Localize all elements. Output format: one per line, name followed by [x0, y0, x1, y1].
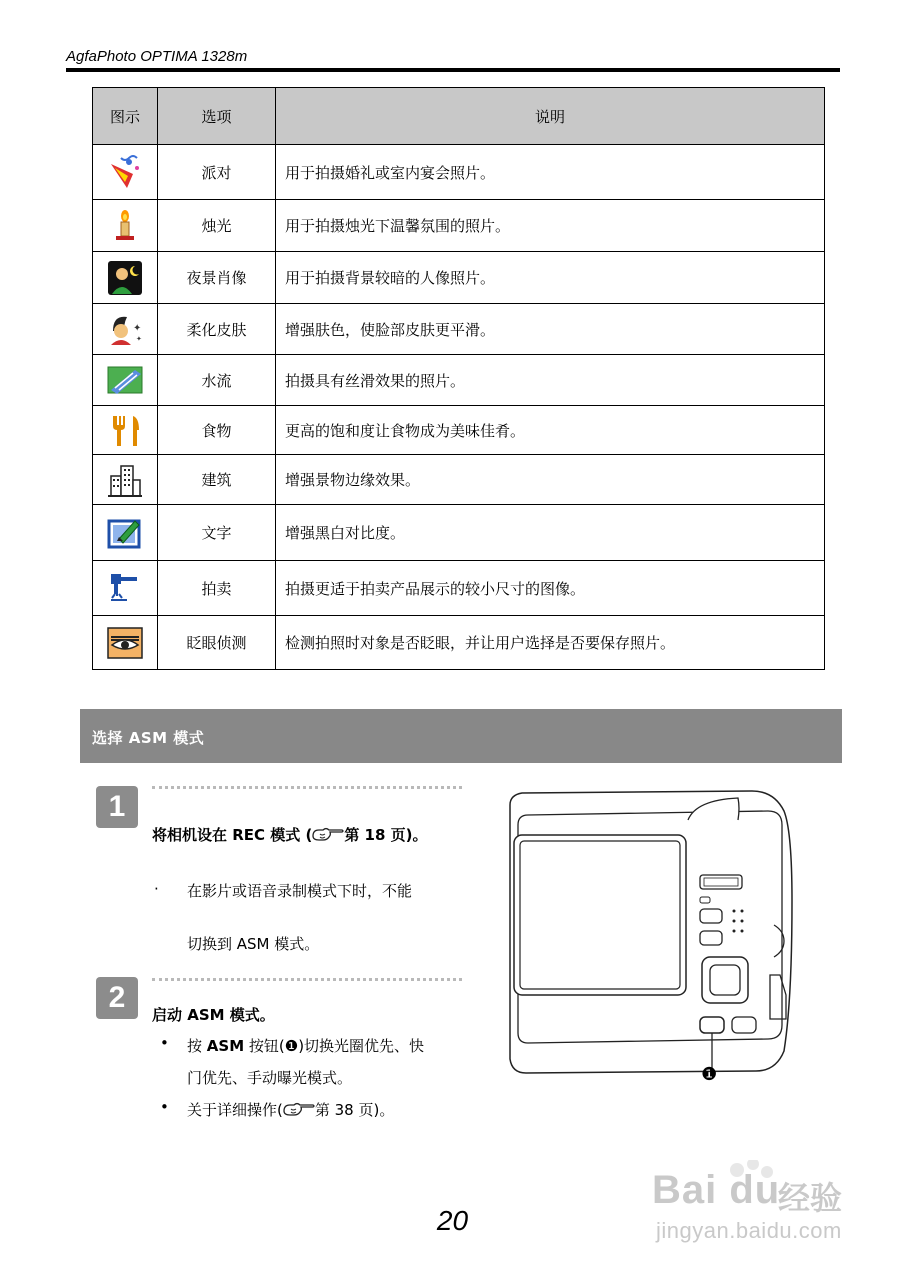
- callout-number: ❶: [284, 1037, 299, 1055]
- option-name: 水流: [158, 355, 276, 406]
- step1-dotted-rule: [152, 786, 462, 789]
- icon-cell: [93, 406, 158, 455]
- watermark-url: jingyan.baidu.com: [656, 1218, 842, 1243]
- icon-cell: [93, 616, 158, 670]
- option-name: 建筑: [158, 455, 276, 505]
- water-flow-icon: [107, 362, 143, 398]
- candlelight-icon: [107, 208, 143, 244]
- option-description: 检测拍照时对象是否眨眼，并让用户选择是否要保存照片。: [276, 616, 825, 670]
- auction-icon: [107, 570, 143, 606]
- table-row: [93, 616, 825, 670]
- icon-cell: [93, 145, 158, 200]
- b1-suffix: )切换光圈优先、快: [298, 1037, 425, 1055]
- table-row: [93, 505, 825, 561]
- icon-cell: [93, 304, 158, 355]
- step1-note-line1: 在影片或语音录制模式下时，不能: [187, 882, 413, 900]
- page-number: 20: [436, 1205, 469, 1236]
- step2-bullet1-line2: 门优先、手动曝光模式。: [187, 1069, 353, 1087]
- option-name: 拍卖: [158, 561, 276, 616]
- option-description: 用于拍摄背景较暗的人像照片。: [276, 252, 825, 304]
- step2-bullet1-line1: [187, 1035, 424, 1056]
- option-description: 拍摄更适于拍卖产品展示的较小尺寸的图像。: [276, 561, 825, 616]
- table-row: [93, 145, 825, 200]
- step1-bullet: ·: [154, 880, 159, 898]
- option-name: 派对: [158, 145, 276, 200]
- option-name: 柔化皮肤: [158, 304, 276, 355]
- step2-instruction: 启动 ASM 模式。: [152, 1006, 275, 1024]
- step2-bullet-1: •: [160, 1034, 169, 1052]
- table-row: [93, 304, 825, 355]
- table-row: [93, 355, 825, 406]
- camera-back-illustration: [498, 785, 803, 1090]
- step1-note-line2: 切换到 ASM 模式。: [187, 935, 320, 953]
- step1-instruction: [152, 824, 428, 845]
- night-portrait-icon: [107, 260, 143, 296]
- section-title: 选择 ASM 模式: [92, 729, 205, 747]
- table-row: [93, 252, 825, 304]
- icon-cell: [93, 505, 158, 561]
- step2-dotted-rule: [152, 978, 462, 981]
- party-icon: [107, 154, 143, 190]
- step2-badge: 2: [96, 977, 138, 1019]
- step2-bullet2: [187, 1099, 394, 1120]
- section-title-bar: [80, 709, 842, 763]
- icon-cell: [93, 252, 158, 304]
- pointing-hand-icon: [283, 1101, 315, 1117]
- table-header-row: [93, 88, 825, 145]
- option-name: 烛光: [158, 200, 276, 252]
- column-header-description: 说明: [276, 88, 825, 145]
- step1-badge: 1: [96, 786, 138, 828]
- building-icon: [107, 462, 143, 498]
- icon-cell: [93, 561, 158, 616]
- blink-detection-icon: [107, 625, 143, 661]
- option-description: 增强景物边缘效果。: [276, 455, 825, 505]
- icon-cell: [93, 200, 158, 252]
- option-description: 用于拍摄烛光下温馨氛围的照片。: [276, 200, 825, 252]
- option-name: 食物: [158, 406, 276, 455]
- option-description: 增强黑白对比度。: [276, 505, 825, 561]
- header-rule: [66, 68, 840, 72]
- watermark-cn: 经验: [778, 1179, 843, 1217]
- step1-text-suffix: 第 18 页)。: [344, 826, 428, 844]
- scene-mode-table: [92, 87, 825, 670]
- table-row: [93, 455, 825, 505]
- svg-text:✦: ✦: [136, 335, 142, 343]
- b1-mid: 按钮(: [244, 1037, 285, 1055]
- option-name: 文字: [158, 505, 276, 561]
- table-row: [93, 406, 825, 455]
- b2-prefix: 关于详细操作(: [187, 1101, 283, 1119]
- pointing-hand-icon: [312, 826, 344, 842]
- step2-bullet-2: •: [160, 1098, 169, 1116]
- b2-suffix: 第 38 页)。: [314, 1101, 395, 1119]
- camera-callout-label: ❶: [701, 1064, 718, 1085]
- svg-text:✦: ✦: [133, 323, 142, 334]
- column-header-option: 选项: [158, 88, 276, 145]
- option-description: 用于拍摄婚礼或室内宴会照片。: [276, 145, 825, 200]
- option-description: 增强肤色，使脸部皮肤更平滑。: [276, 304, 825, 355]
- icon-cell: [93, 455, 158, 505]
- food-icon: [107, 412, 143, 448]
- asm-key-label: ASM: [206, 1037, 245, 1055]
- table-row: [93, 200, 825, 252]
- text-icon: [107, 515, 143, 551]
- option-description: 拍摄具有丝滑效果的照片。: [276, 355, 825, 406]
- table-row: [93, 561, 825, 616]
- option-name: 夜景肖像: [158, 252, 276, 304]
- b1-prefix: 按: [187, 1037, 207, 1055]
- option-name: 眨眼侦测: [158, 616, 276, 670]
- step1-text-prefix: 将相机设在 REC 模式 (: [152, 826, 313, 844]
- document-header-title: AgfaPhoto OPTIMA 1328m: [66, 48, 248, 65]
- option-description: 更高的饱和度让食物成为美味佳肴。: [276, 406, 825, 455]
- watermark-brand: Bai du: [652, 1168, 781, 1212]
- icon-cell: [93, 355, 158, 406]
- column-header-icon: 图示: [93, 88, 158, 145]
- soft-skin-icon: [107, 311, 143, 347]
